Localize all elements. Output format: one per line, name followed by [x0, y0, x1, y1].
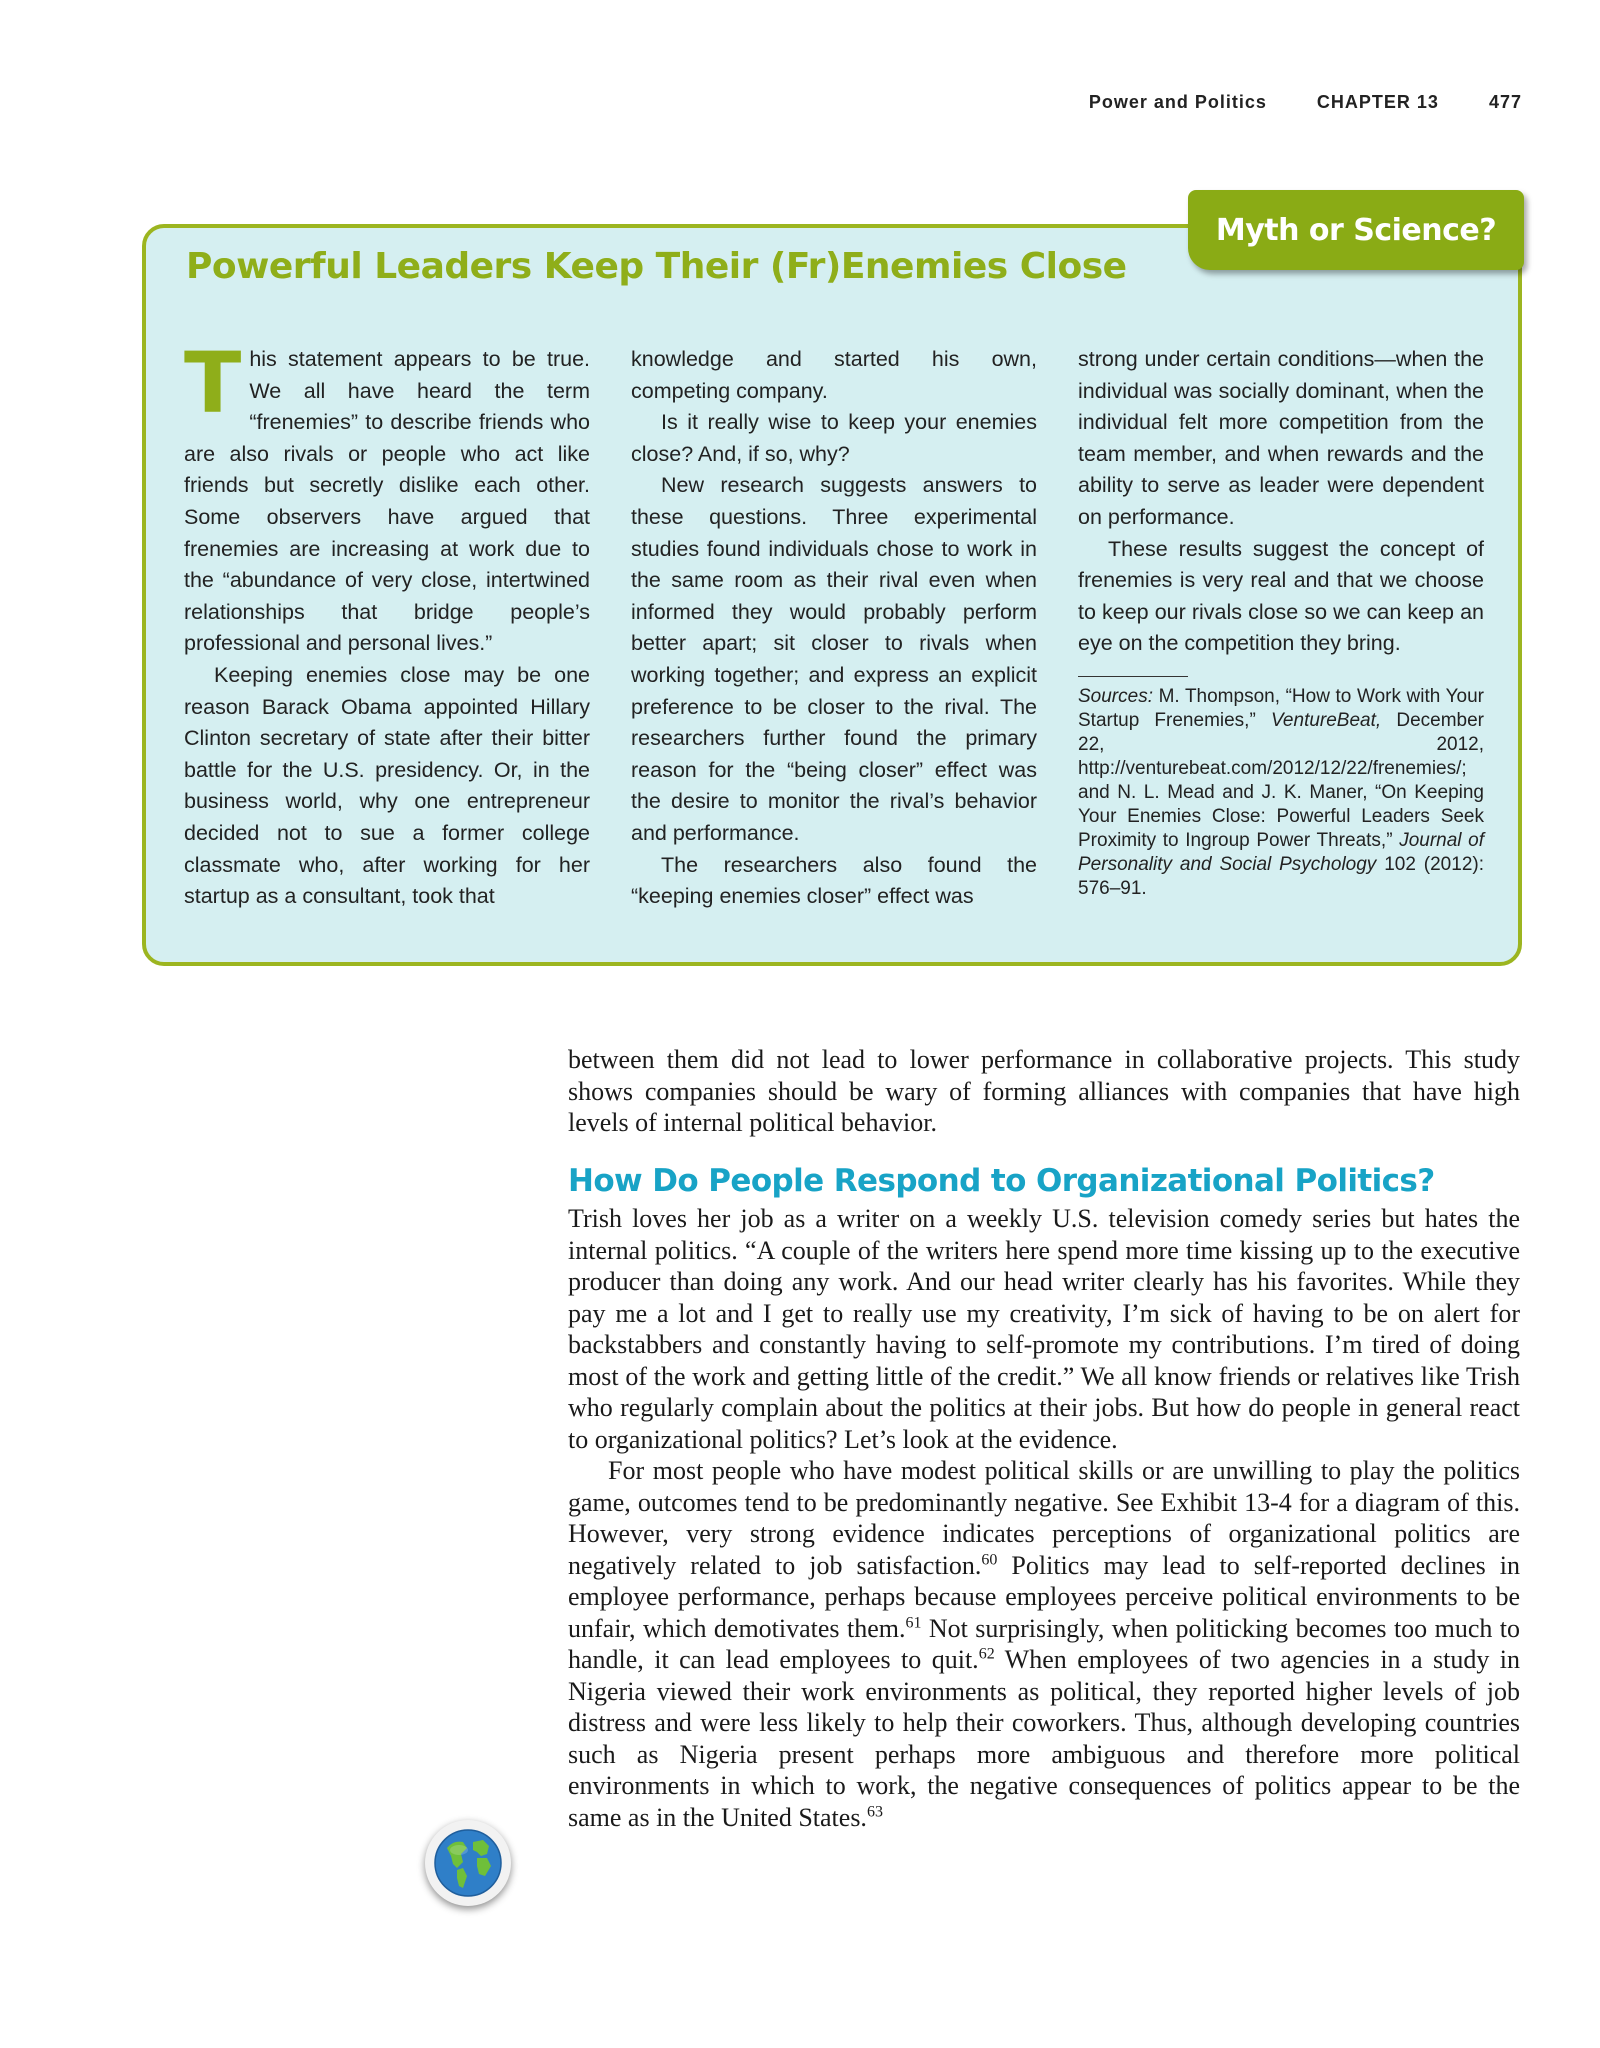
box-paragraph: Keeping enemies close may be one reason Barack Obama appointed Hillary Clinton secretary of state after their bitter battle for the U.S. presidency. Or, in the business world, why one entrepreneur decided not to sue a former college classmate who, after working for her startup as a consultant, took that	[184, 662, 590, 909]
box-paragraph: New research suggests answers to these questions. Three experimental studies found individuals chose to work in the same room as their rival even when informed they would probably perform better apart; sit closer to rivals when working together; and express an explicit preference to be closer to the rival. The researchers further found the primary reason for the “being closer” effect was the desire to monitor the rival’s behavior and performance.	[631, 473, 1037, 845]
endnote-ref[interactable]: 61	[905, 1613, 922, 1631]
box-paragraph: These results suggest the concept of frenemies is very real and that we choose to keep our rivals close so we can keep an eye on the competition they bring.	[1078, 536, 1484, 656]
endnote-ref[interactable]: 63	[866, 1802, 883, 1820]
sources-journal: Journal of Personality and Social Psychology	[1078, 829, 1484, 875]
main-text	[568, 1044, 1520, 1833]
section-heading: How Do People Respond to Organizational Politics?	[568, 1162, 1435, 1199]
running-head-chapter: CHAPTER 13	[1316, 92, 1439, 112]
myth-or-science-tab: Myth or Science?	[1188, 190, 1524, 270]
sources-text: M. Thompson, “How to Work with Your Startup Frenemies,”	[1078, 685, 1484, 731]
sources-venturebeat: VentureBeat,	[1270, 709, 1382, 731]
sources-text: December 22, 2012, http://venturebeat.com/2012/12/22/frenemies/; and N. L. Mead and J. K. Maner, “On Keeping Your Enemies Close: Powerful Leaders Seek Proximity to Ingroup Power Threats,”	[1078, 709, 1485, 851]
paragraph-text: Politics may lead to self-reported declines in employee performance, perhaps because employees perceive political environments to be unfair, which demotivates them.	[568, 1550, 1521, 1643]
box-paragraph: strong under certain conditions—when the individual was socially dominant, when the individual felt more competition from the team member, and when rewards and the ability to serve as leader were dependent on performance.	[1078, 347, 1484, 529]
intro-paragraph: between them did not lead to lower performance in collaborative projects. This study shows companies should be wary of forming alliances with companies that have high levels of internal political behavior.	[568, 1045, 1520, 1137]
box-columns	[184, 334, 1485, 913]
paragraph-text: Not surprisingly, when politicking becomes too much to handle, it can lead employees to quit.	[568, 1613, 1521, 1674]
endnote-ref[interactable]: 60	[981, 1550, 998, 1568]
body-paragraph-1: Trish loves her job as a writer on a weekly U.S. television comedy series but hates the internal politics. “A couple of the writers here spend more time kissing up to the executive producer than doing any work. And our head writer clearly has his favorites. While they pay me a lot and I get to really use my creativity, I’m sick of having to be on alert for backstabbers and constantly having to self-promote my contributions. I’m tired of doing most of the work and getting little of the credit.” We all know friends or relatives like Trish who regularly complain about the politics at their jobs. But how do people in general react to organizational politics? Let’s look at the evidence.	[568, 1204, 1520, 1454]
box-column-2	[631, 344, 1037, 913]
box-paragraph: knowledge and started his own, competing company.	[631, 347, 1037, 403]
paragraph-text: When employees of two agencies in a study in Nigeria viewed their work environments as political, they reported higher levels of job distress and were less likely to help their coworkers. Thus, although developing countries such as Nigeria present perhaps more ambiguous and therefore more political environments in which to work, the negative consequences of politics appear to be the same as in the United States.	[568, 1645, 1520, 1832]
box-paragraph: The researchers also found the “keeping enemies closer” effect was	[631, 852, 1037, 909]
box-column-1	[184, 334, 590, 913]
running-head	[1089, 92, 1522, 113]
globe-icon[interactable]	[425, 1820, 511, 1906]
globe-graphic	[433, 1828, 503, 1898]
drop-cap: T	[184, 334, 242, 432]
box-column-3	[1078, 344, 1484, 913]
running-head-section: Power and Politics	[1088, 92, 1267, 112]
sources-text: 102 (2012): 576–91.	[1078, 853, 1484, 899]
box-title: Powerful Leaders Keep Their (Fr)Enemies Close	[186, 246, 1127, 287]
sources-label: Sources:	[1078, 685, 1153, 707]
box-paragraph: Is it really wise to keep your enemies close? And, if so, why?	[631, 410, 1037, 466]
sources-divider	[1078, 676, 1188, 677]
endnote-ref[interactable]: 62	[978, 1645, 995, 1663]
box-paragraph: his statement appears to be true. We all have heard the term “frenemies” to describe friends who are also rivals or people who act like friends but secretly dislike each other. Some observers have argued that frenemies are increasing at work due to the “abundance of very close, intertwined relationships that bridge people’s professional and personal lives.”	[184, 347, 590, 656]
paragraph-text: For most people who have modest political skills or are unwilling to play the politics game, outcomes tend to be predominantly negative. See Exhibit 13-4 for a diagram of this. However, very strong evidence indicates perceptions of organizational politics are negatively related to job satisfaction.	[568, 1456, 1520, 1580]
body-paragraph-2	[568, 1455, 1520, 1833]
page-number: 477	[1488, 92, 1522, 112]
sources-note	[1078, 685, 1484, 901]
myth-or-science-box	[142, 224, 1522, 966]
